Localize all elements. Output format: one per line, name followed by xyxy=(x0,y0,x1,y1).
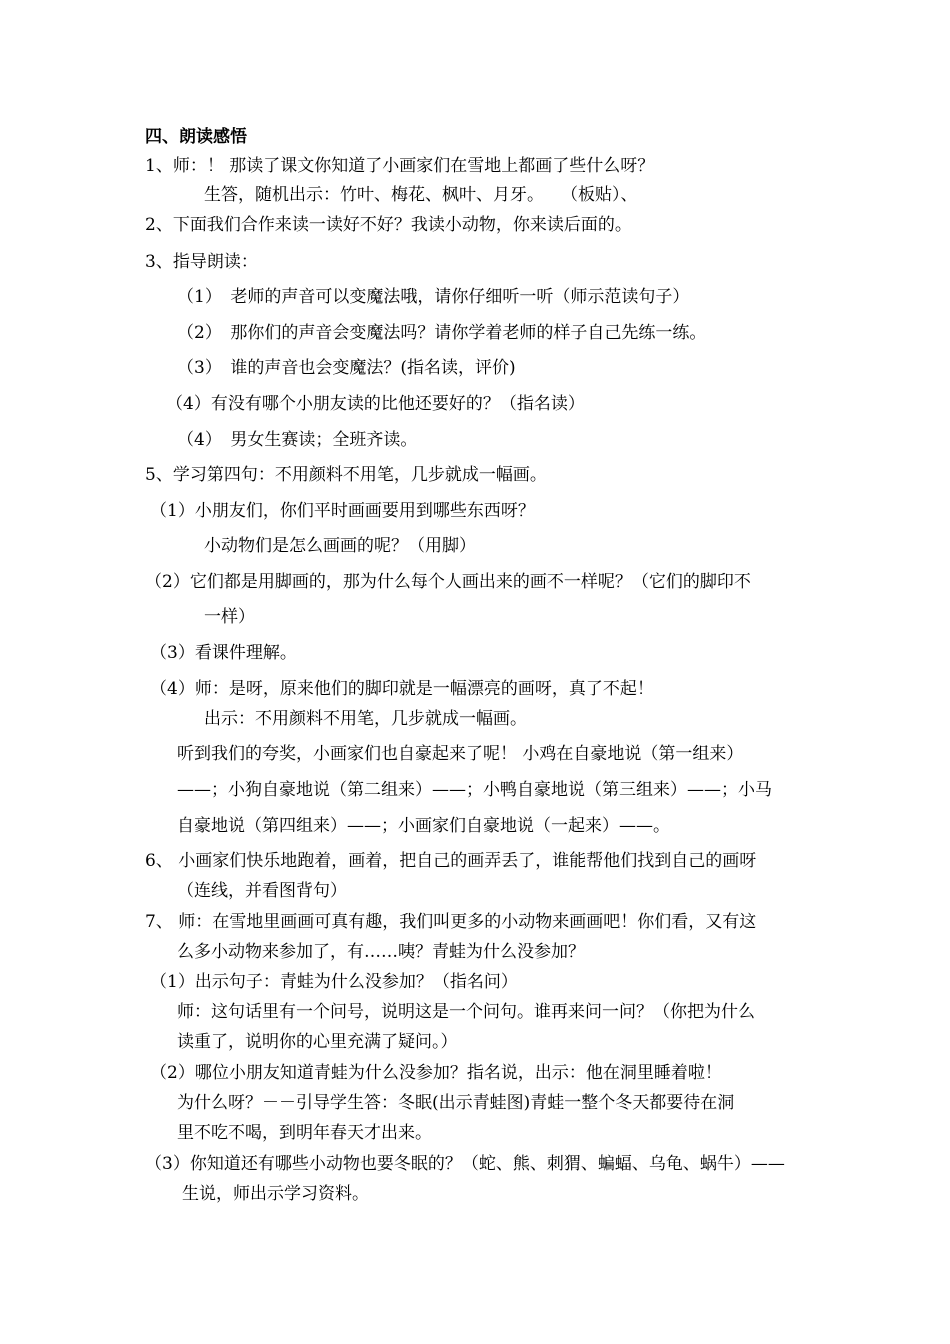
text-line: 7、 师：在雪地里画画可真有趣，我们叫更多的小动物来画画吧！你们看，又有这 xyxy=(145,912,757,932)
text-line: （2） 那你们的声音会变魔法吗？请你学着老师的样子自己先练一练。 xyxy=(177,323,707,343)
text-line: 听到我们的夸奖，小画家们也自豪起来了呢！ 小鸡在自豪地说（第一组来） xyxy=(177,744,744,764)
text-line: 师：这句话里有一个问号，说明这是一个问句。谁再来问一问？（你把为什么 xyxy=(177,1002,755,1022)
text-line: 生答，随机出示：竹叶、梅花、枫叶、月牙。 （板贴）、 xyxy=(204,185,638,205)
text-line: 5、学习第四句：不用颜料不用笔，几步就成一幅画。 xyxy=(145,465,547,485)
text-line: 出示：不用颜料不用笔，几步就成一幅画。 xyxy=(204,709,527,729)
text-line: 么多小动物来参加了，有……咦？青蛙为什么没参加？ xyxy=(177,942,585,962)
text-line: 一样） xyxy=(204,607,255,627)
text-line: （1） 老师的声音可以变魔法哦，请你仔细听一听（师示范读句子） xyxy=(177,287,690,307)
section-heading: 四、朗读感悟 xyxy=(145,127,247,147)
text-line: 2、下面我们合作来读一读好不好？我读小动物，你来读后面的。 xyxy=(145,215,632,235)
text-line: （4）师：是呀，原来他们的脚印就是一幅漂亮的画呀，真了不起！ xyxy=(150,679,654,699)
text-line: 自豪地说（第四组来）——；小画家们自豪地说（一起来）——。 xyxy=(177,816,670,836)
text-line: （4）有没有哪个小朋友读的比他还要好的？（指名读） xyxy=(166,394,585,414)
text-line: ——；小狗自豪地说（第二组来）——；小鸭自豪地说（第三组来）——；小马 xyxy=(177,780,772,800)
text-line: （连线，并看图背句） xyxy=(177,881,347,901)
text-line: 为什么呀？－－引导学生答：冬眠(出示青蛙图)青蛙一整个冬天都要待在洞 xyxy=(177,1093,735,1113)
text-line: （3）你知道还有哪些小动物也要冬眠的？（蛇、熊、刺猬、蝙蝠、乌龟、蜗牛）—— xyxy=(145,1154,785,1174)
text-line: 生说，师出示学习资料。 xyxy=(182,1184,369,1204)
text-line: （3） 谁的声音也会变魔法？(指名读，评价) xyxy=(177,358,516,378)
text-line: （2）它们都是用脚画的，那为什么每个人画出来的画不一样呢？（它们的脚印不 xyxy=(145,572,751,592)
text-line: （2）哪位小朋友知道青蛙为什么没参加？指名说，出示：他在洞里睡着啦！ xyxy=(150,1063,722,1083)
text-line: （1）小朋友们，你们平时画画要用到哪些东西呀？ xyxy=(150,501,535,521)
text-line: 读重了，说明你的心里充满了疑问。） xyxy=(177,1032,458,1052)
text-line: 6、 小画家们快乐地跑着，画着，把自己的画弄丢了，谁能帮他们找到自己的画呀 xyxy=(145,851,757,871)
text-line: 3、指导朗读： xyxy=(145,252,258,272)
text-line: 里不吃不喝，到明年春天才出来。 xyxy=(177,1123,432,1143)
text-line: （1）出示句子：青蛙为什么没参加？（指名问） xyxy=(150,972,518,992)
text-line: 小动物们是怎么画画的呢？（用脚） xyxy=(204,536,476,556)
text-line: （3）看课件理解。 xyxy=(150,643,297,663)
text-line: 1、师：！ 那读了课文你知道了小画家们在雪地上都画了些什么呀？ xyxy=(145,156,655,176)
text-line: （4） 男女生赛读；全班齐读。 xyxy=(177,430,418,450)
